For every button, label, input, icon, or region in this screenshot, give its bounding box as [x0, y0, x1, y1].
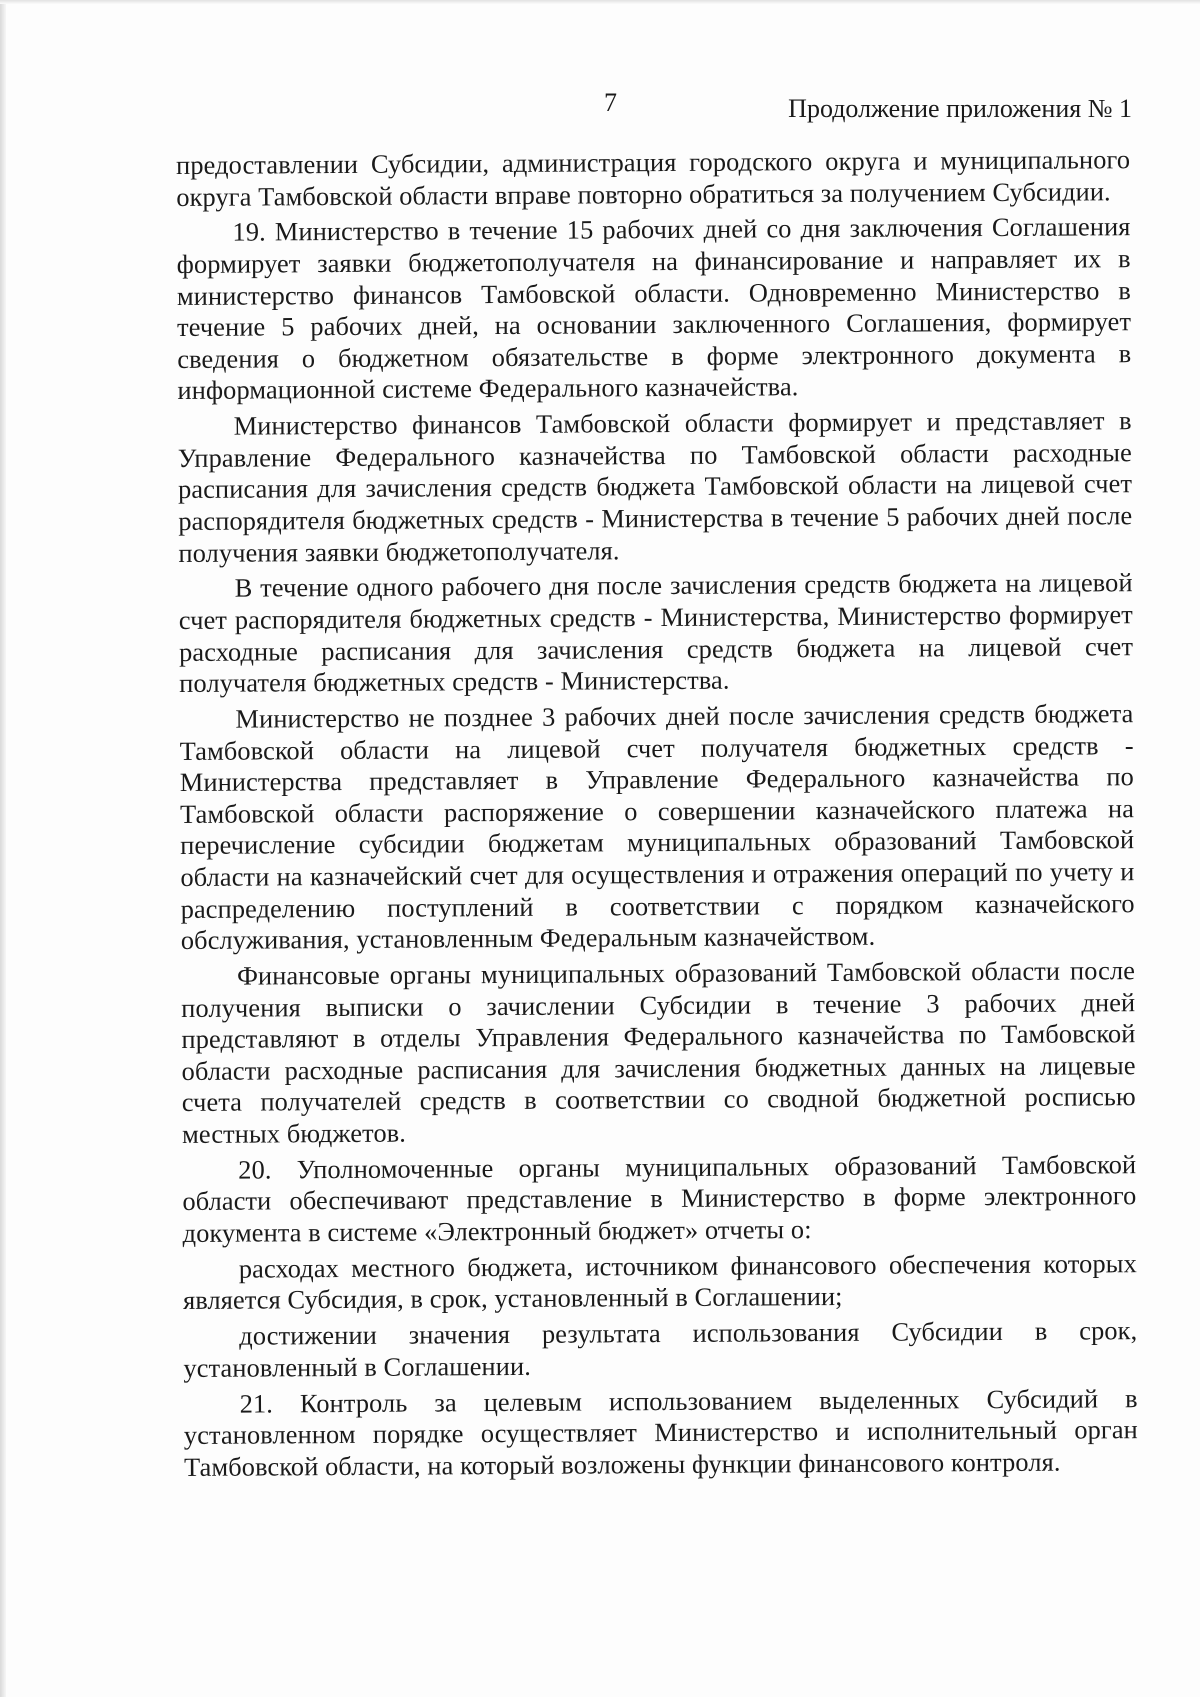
paragraph-report-results: достижении значения результата использования Субсидии в срок, установленный в Соглашении.	[183, 1315, 1138, 1383]
paragraph-finance-ministry: Министерство финансов Тамбовской области формирует и представляет в Управление Федерального казначейства по Тамбовской области расходные расписания для зачисления средств бюджета Тамбовской области на лицевой счет распорядителя бюджетных средств - Министерства в течение 5 рабочих дней после получения заявки бюджетополучателя.	[177, 405, 1133, 568]
page-number: 7	[604, 88, 617, 117]
paragraph-report-expenses: расходах местного бюджета, источником финансового обеспечения которых является Субсидия, в срок, установленный в Соглашении;	[182, 1247, 1137, 1316]
scan-edge-left	[0, 0, 6, 1697]
paragraph-item-19: 19. Министерство в течение 15 рабочих дней со дня заключения Соглашения формирует заявки бюджетополучателя на финансирование и направляет их в министерство финансов Тамбовской области. Одновременно Министерство в течение 5 рабочих дней, на основании заключенного Соглашения, формирует сведения о бюджетном обязательстве в форме электронного документа в информационной системе Федерального казначейства.	[176, 211, 1132, 406]
paragraph-continuation: предоставлении Субсидии, администрация городского округа и муниципального округа Тамбовской области вправе повторно обратиться за получением Субсидии.	[176, 144, 1131, 212]
paragraph-ministry-3-days: Министерство не позднее 3 рабочих дней после зачисления средств бюджета Тамбовской области на лицевой счет получателя бюджетных средств - Министерства представляет в Управление Федерального казначейства по Тамбовской области распоряжение о совершении казначейского платежа на перечисление субсидии бюджетам муниципальных образований Тамбовской области на казначейский счет для осуществления и отражения операций по учету и распределению поступлений в соответствии с порядком казначейского обслуживания, установленным Федеральным казначейством.	[179, 698, 1135, 956]
paragraph-one-working-day: В течение одного рабочего дня после зачисления средств бюджета на лицевой счет распорядителя бюджетных средств - Министерства, Министерство формирует расходные расписания для зачисления средств бюджета на лицевой счет получателя бюджетных средств - Министерства.	[178, 567, 1134, 699]
paragraph-item-20: 20. Уполномоченные органы муниципальных образований Тамбовской области обеспечивают представление в Министерство в форме электронного документа в системе «Электронный бюджет» отчеты о:	[182, 1148, 1137, 1248]
document-body	[176, 144, 1138, 1487]
paragraph-item-21: 21. Контроль за целевым использованием выделенных Субсидий в установленном порядке осуществляет Министерство и исполнительный орган Тамбовской области, на который возложены функции финансового контроля.	[183, 1382, 1138, 1482]
paragraph-financial-bodies: Финансовые органы муниципальных образований Тамбовской области после получения выписки о зачислении Субсидии в течение 3 рабочих дней представляют в отделы Управления Федерального казначейства по Тамбовской области расходные расписания для зачисления бюджетных данных на лицевые счета получателей средств в соответствии со сводной бюджетной росписью местных бюджетов.	[181, 955, 1136, 1149]
scan-edge-top	[0, 0, 1200, 4]
running-header: Продолжение приложения № 1	[788, 94, 1132, 123]
